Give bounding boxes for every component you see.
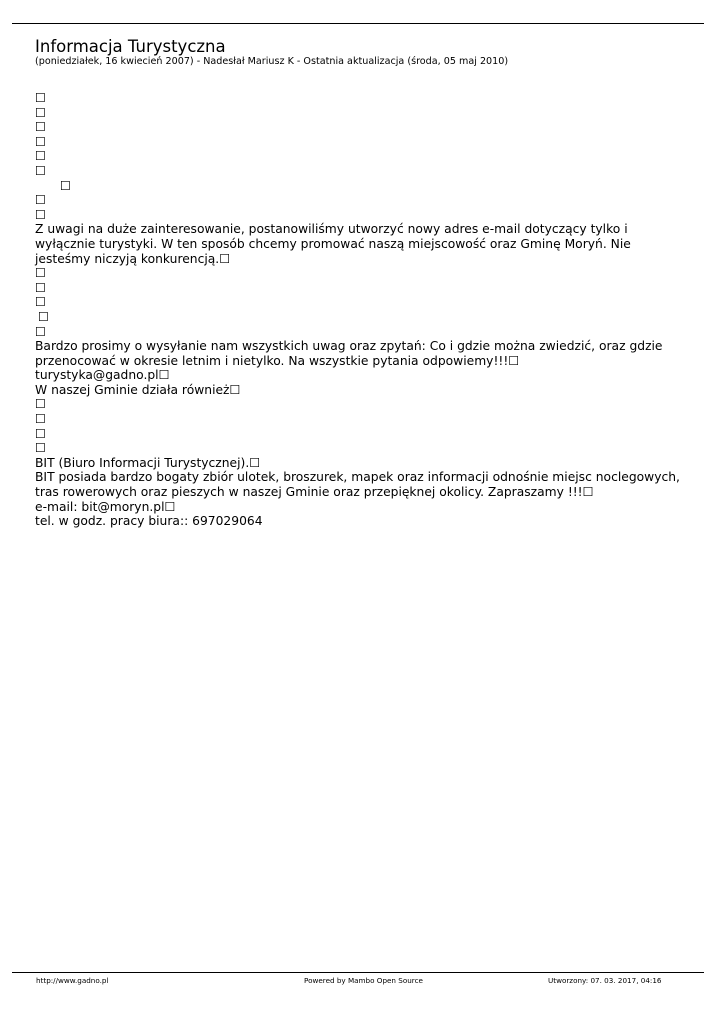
body-line: ☐: [35, 193, 47, 208]
body-line: ☐: [35, 441, 47, 456]
body-line: ☐: [35, 295, 47, 310]
body-line: Z uwagi na duże zainteresowanie, postanowiliśmy utworzyć nowy adres e-mail dotyczący tylko i: [35, 222, 628, 237]
page-footer: [12, 976, 704, 986]
body-line: ☐: [35, 91, 47, 105]
body-line: ☐: [35, 280, 47, 295]
body-line: ☐: [35, 120, 47, 135]
article-meta: (poniedziałek, 16 kwiecień 2007) - Nadesłał Mariusz K - Ostatnia aktualizacja (środa, 05 maj 2010): [35, 56, 509, 67]
body-line: jesteśmy niczyją konkurencją.☐: [35, 251, 231, 266]
body-line: ☐: [35, 163, 47, 178]
footer-powered: Powered by Mambo Open Source: [304, 976, 423, 985]
body-line: ☐: [35, 397, 47, 412]
body-line: ☐: [35, 134, 47, 149]
body-line: ☐: [60, 178, 72, 193]
footer-url[interactable]: http://www.gadno.pl: [36, 976, 109, 985]
body-line: ☐: [35, 149, 47, 164]
footer-created: Utworzony: 07. 03. 2017, 04:16: [548, 976, 662, 985]
page-title: Informacja Turystyczna: [35, 37, 226, 56]
body-line: ☐: [38, 309, 50, 324]
body-line: Bardzo prosimy o wysyłanie nam wszystkich uwag oraz zpytań: Co i gdzie można zwiedzić, oraz gdzie: [35, 339, 663, 354]
body-line: BIT (Biuro Informacji Turystycznej).☐: [35, 455, 261, 470]
email-link[interactable]: turystyka@gadno.pl☐: [35, 368, 170, 383]
email-link[interactable]: e-mail: bit@moryn.pl☐: [35, 499, 176, 514]
body-line: ☐: [35, 207, 47, 222]
top-rule: [12, 23, 704, 24]
article-header: [35, 38, 705, 68]
body-line: ☐: [35, 324, 47, 339]
body-line: W naszej Gminie działa również☐: [35, 382, 241, 397]
body-line: ☐: [35, 105, 47, 120]
bottom-rule: [12, 972, 704, 973]
body-line: tras rowerowych oraz pieszych w naszej Gminie oraz przepięknej okolicy. Zapraszamy !!!☐: [35, 485, 594, 500]
body-line: przenocować w okresie letnim i nietylko. Na wszystkie pytania odpowiemy!!!☐: [35, 353, 520, 368]
body-line: wyłącznie turystyki. W ten sposób chcemy promować naszą miejscowość oraz Gminę Moryń. Nie: [35, 236, 631, 251]
article-body: [35, 91, 707, 529]
phone-line: tel. w godz. pracy biura:: 697029064: [35, 514, 263, 529]
body-line: BIT posiada bardzo bogaty zbiór ulotek, broszurek, mapek oraz informacji odnośnie miejsc noclegowych,: [35, 470, 680, 485]
body-line: ☐: [35, 426, 47, 441]
body-line: ☐: [35, 412, 47, 427]
body-line: ☐: [35, 266, 47, 281]
